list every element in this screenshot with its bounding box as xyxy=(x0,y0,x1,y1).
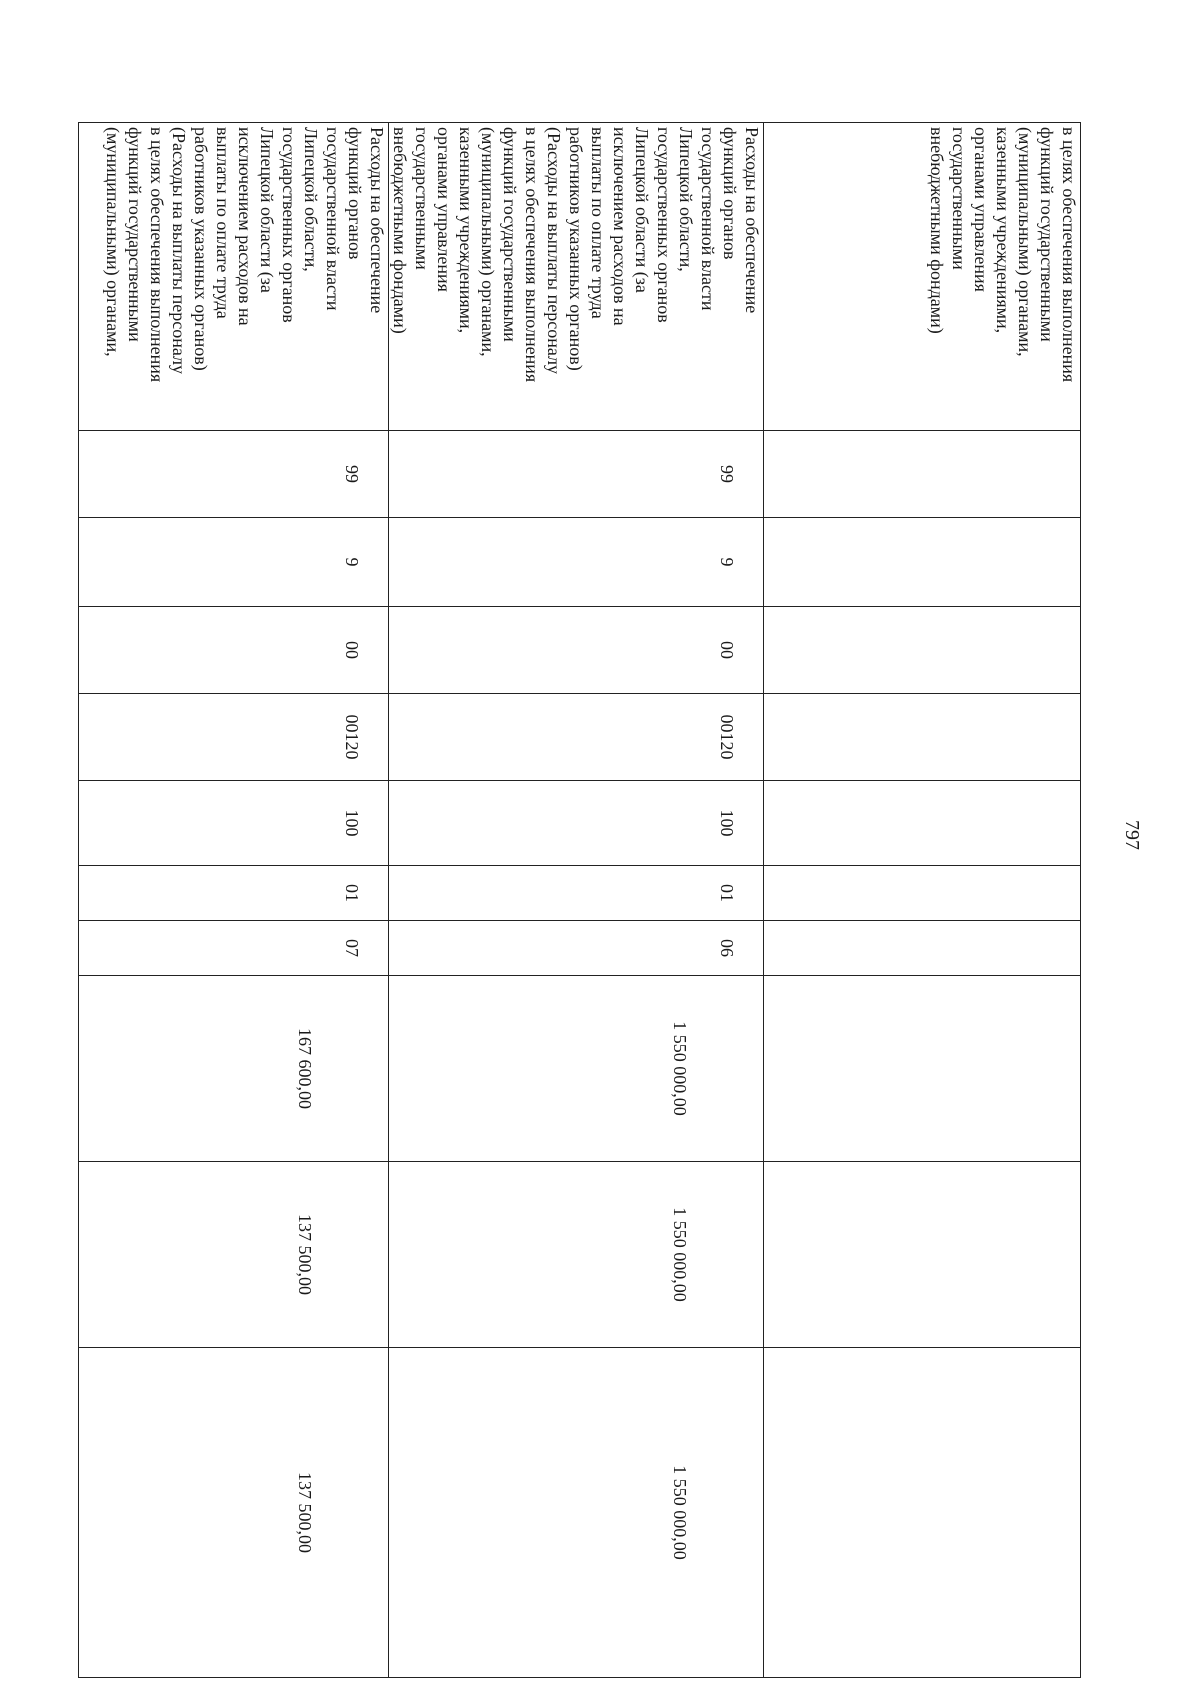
subprogram-code-cell: 9 xyxy=(389,518,764,607)
subsection-cell: 07 xyxy=(79,921,389,976)
amount-cell-3: 1 550 000,00 xyxy=(389,1348,764,1678)
expense-name-cell: в целях обеспечения выполнения функций государственными (муниципальными) органами, казенными учреждениями, органами управления государственными внебюджетными фондами) xyxy=(764,123,1081,431)
subprogram-code-cell: 9 xyxy=(79,518,389,607)
program-code-cell: 99 xyxy=(79,431,389,518)
section-cell: 01 xyxy=(389,866,764,921)
main-event-code-cell: 00 xyxy=(79,607,389,694)
direction-code-cell xyxy=(764,694,1081,781)
section-cell xyxy=(764,866,1081,921)
direction-code-cell: 00120 xyxy=(389,694,764,781)
expense-name-cell: Расходы на обеспечение функций органов государственной власти Липецкой области, государственных органов Липецкой области (за исключением расходов на выплаты по оплате труда работников указанных органов) (Расходы на выплаты персоналу в целях обеспечения выполнения функций государственными (муниципальными) органами, казенными учреждениями, органами управления государственными внебюджетными фондами) xyxy=(389,123,764,431)
amount-cell-1: 1 550 000,00 xyxy=(389,976,764,1162)
section-cell: 01 xyxy=(79,866,389,921)
amount-cell-3 xyxy=(764,1348,1081,1678)
main-event-code-cell: 00 xyxy=(389,607,764,694)
program-code-cell: 99 xyxy=(389,431,764,518)
subsection-cell xyxy=(764,921,1081,976)
page-number: 797 xyxy=(1121,820,1143,850)
program-code-cell xyxy=(764,431,1081,518)
amount-cell-1: 167 600,00 xyxy=(79,976,389,1162)
table-row xyxy=(389,123,764,1678)
expense-type-cell xyxy=(764,781,1081,866)
expense-type-cell: 100 xyxy=(389,781,764,866)
subsection-cell: 06 xyxy=(389,921,764,976)
table-row xyxy=(79,123,389,1678)
expense-name-cell: Расходы на обеспечение функций органов государственной власти Липецкой области, государственных органов Липецкой области (за исключением расходов на выплаты по оплате труда работников указанных органов) (Расходы на выплаты персоналу в целях обеспечения выполнения функций государственными (муниципальными) органами, xyxy=(79,123,389,431)
main-event-code-cell xyxy=(764,607,1081,694)
rotated-table-container xyxy=(103,122,1081,1679)
subprogram-code-cell xyxy=(764,518,1081,607)
expense-type-cell: 100 xyxy=(79,781,389,866)
budget-expenses-table xyxy=(78,122,1081,1678)
amount-cell-2: 137 500,00 xyxy=(79,1162,389,1348)
direction-code-cell: 00120 xyxy=(79,694,389,781)
amount-cell-2 xyxy=(764,1162,1081,1348)
amount-cell-2: 1 550 000,00 xyxy=(389,1162,764,1348)
amount-cell-3: 137 500,00 xyxy=(79,1348,389,1678)
table-row xyxy=(764,123,1081,1678)
amount-cell-1 xyxy=(764,976,1081,1162)
